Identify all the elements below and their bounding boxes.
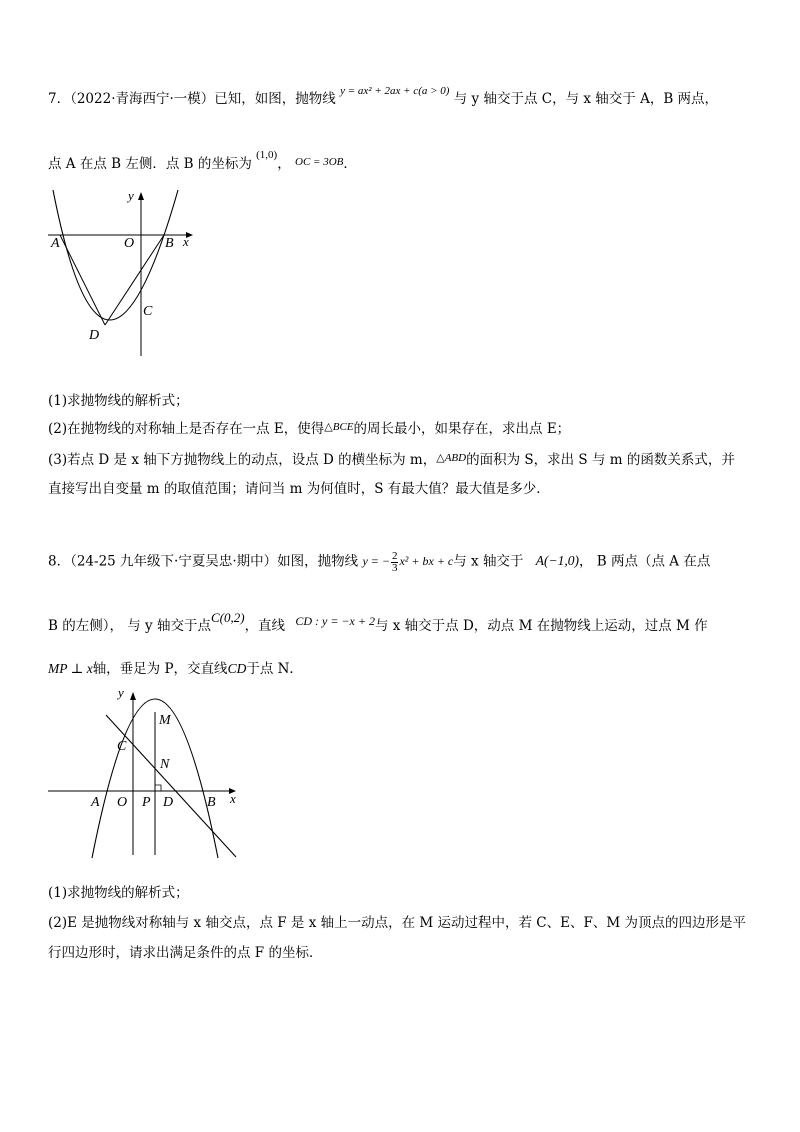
q8-lead: 如图，抛物线	[277, 553, 359, 570]
q8-eq-fraction	[391, 551, 399, 574]
q7-source: （2022·青海西宁·一模）	[70, 91, 215, 107]
q7-part-3-cont: 直接写出自变量 m 的取值范围；请问当 m 为何值时，S 有最大值？最大值是多少．	[48, 481, 550, 497]
q8-label-y: y	[118, 685, 124, 700]
q7-line2-end: ．	[343, 156, 357, 172]
q7-label-y: y	[128, 188, 134, 203]
q8-part-2-cont: 行四边形时，请求出满足条件的点 F 的坐标．	[48, 945, 323, 961]
q8-eq-numerator: 2	[391, 550, 398, 562]
q8-line2-text-b: ，直线	[244, 618, 286, 634]
q7-part3-text-a: (3)若点 D 是 x 轴下方抛物线上的动点，设点 D 的横坐标为 m，	[48, 452, 437, 468]
q7-label-x: x	[183, 234, 189, 249]
q7-parabola-equation: y = ax² + 2ax + c(a > 0)	[340, 85, 450, 97]
q7-line-2	[48, 149, 357, 175]
q7-label-b: B	[165, 236, 174, 251]
q7-number: 7．	[48, 91, 71, 107]
q7-lead: 已知，如图，抛物线	[214, 91, 336, 107]
q8-line-1	[48, 551, 710, 574]
q7-part2-text-a: (2)在抛物线的对称轴上是否存在一点 E，使得	[48, 421, 325, 437]
q8-line-2	[48, 610, 708, 636]
q8-source: （24-25 九年级下·宁夏吴忠·期中）	[70, 553, 278, 570]
q8-label-p: P	[142, 795, 151, 810]
q8-point-a: A(−1,0)	[535, 553, 579, 569]
q7-label-a: A	[51, 236, 60, 251]
q8-eq-lhs: y = −	[362, 554, 390, 569]
q7-label-d: D	[89, 328, 100, 343]
q7-separator: ，	[277, 156, 291, 172]
q7-part-2	[48, 419, 570, 440]
q8-cd-label: CD	[227, 661, 247, 676]
q8-eq-rhs: x² + bx + c	[399, 554, 454, 569]
q8-point-c: C(0,2)	[210, 610, 245, 625]
q8-label-o: O	[117, 795, 128, 810]
q8-label-x: x	[230, 791, 236, 806]
q8-right-angle-mark	[155, 785, 161, 791]
q7-b-coordinate: (1,0)	[256, 149, 278, 161]
q7-segment-ad	[60, 235, 105, 325]
q8-part-1: (1)求抛物线的解析式；	[48, 885, 189, 901]
q7-part2-text-b: 的周长最小，如果存在，求出点 E；	[353, 421, 571, 437]
q8-line-cd	[106, 715, 236, 857]
q8-line2-text-c: 与 x 轴交于点 D，动点 M 在抛物线上运动，过点 M 作	[374, 618, 708, 634]
q8-number: 8．	[48, 553, 71, 570]
q8-label-d: D	[163, 795, 174, 810]
q7-line2-text: 点 A 在点 B 左侧．点 B 的坐标为	[48, 156, 252, 172]
q8-label-n: N	[160, 757, 170, 772]
q7-figure	[44, 183, 204, 361]
q8-label-b: B	[207, 795, 216, 810]
q8-line2-text-a: B 的左侧）， 与 y 轴交于点	[48, 618, 211, 634]
q8-line-3	[48, 659, 303, 679]
q8-label-c: C	[117, 739, 127, 754]
q7-line-1	[48, 85, 719, 110]
q7-label-c: C	[143, 304, 153, 319]
q7-part-3	[48, 450, 735, 471]
q8-figure	[44, 683, 248, 861]
q8-line1-mid: 与 x 轴交于	[453, 553, 524, 570]
q7-line1-rest: 与 y 轴交于点 C，与 x 轴交于 A，B 两点，	[453, 91, 719, 107]
q8-line3-text-a: 轴，垂足为 P，交直线	[92, 661, 228, 677]
q8-label-a: A	[91, 795, 100, 810]
q8-part-2: (2)E 是抛物线对称轴与 x 轴交点，点 F 是 x 轴上一动点，在 M 运动过程中，若 C、E、F、M 为顶点的四边形是平	[48, 915, 746, 931]
q7-y-arrow	[138, 192, 144, 200]
q8-line1-end: ， B 两点（点 A 在点	[578, 553, 711, 570]
q7-triangle-abd: △ABD	[436, 452, 467, 464]
q7-parabola	[53, 190, 178, 320]
q8-mp-perpendicular: MP ⊥ x	[48, 661, 93, 676]
q7-label-o: O	[124, 236, 135, 251]
q7-segment-db	[105, 235, 164, 325]
q8-parabola-equation	[362, 550, 454, 574]
q7-part3-text-b: 的面积为 S，求出 S 与 m 的函数关系式，并	[466, 452, 735, 468]
q8-eq-denominator: 3	[391, 562, 398, 574]
q7-part-1: (1)求抛物线的解析式；	[48, 393, 189, 409]
q8-line3-text-b: 于点 N．	[246, 661, 303, 677]
q7-triangle-bce: △BCE	[324, 421, 354, 433]
q8-y-arrow	[130, 692, 136, 700]
q7-oc-relation: OC = 3OB	[295, 156, 344, 168]
q8-label-m: M	[159, 713, 171, 728]
q8-line-cd-equation: CD : y = −x + 2	[295, 614, 375, 628]
